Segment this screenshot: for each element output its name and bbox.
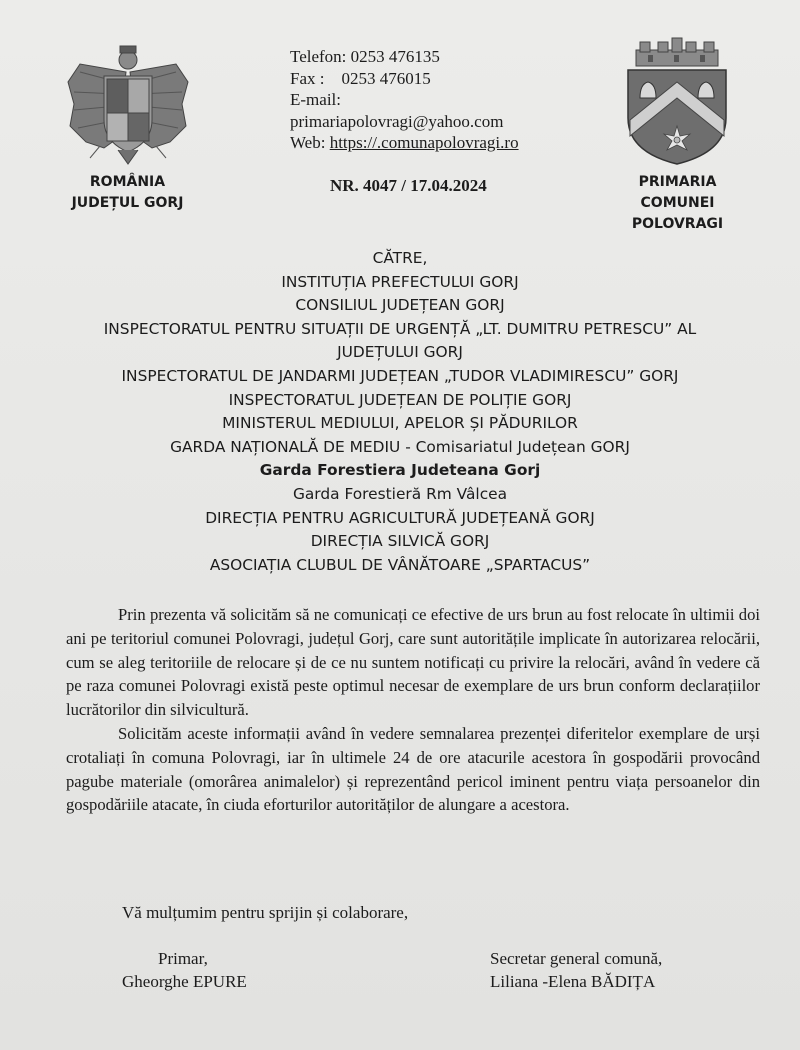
- addressee-list: [40, 247, 760, 577]
- addressee-item: MINISTERUL MEDIULUI, APELOR ȘI PĂDURILOR: [222, 414, 578, 433]
- mayor-title: Primar,: [158, 949, 208, 968]
- web-link[interactable]: https://.comunapolovragi.ro: [329, 133, 519, 152]
- romania-coat-of-arms-icon: [60, 42, 195, 167]
- addressee-item: DIRECȚIA SILVICĂ GORJ: [310, 532, 490, 551]
- addressee-item: INSTITUȚIA PREFECTULUI GORJ: [281, 272, 519, 291]
- addressee-item: GARDA NAȚIONALĂ DE MEDIU - Comisariatul Județean GORJ: [170, 437, 630, 456]
- closing-line: Vă mulțumim pentru sprijin și colaborare,: [122, 903, 409, 922]
- county-label: JUDEȚUL GORJ: [71, 195, 184, 211]
- country-label: ROMÂNIA: [89, 174, 166, 190]
- body-paragraph: Solicităm aceste informații având în vedere semnalarea prezenței diferitelor exemplare de urși crotaliați în comuna Polovragi, iar în ultimele 24 de ore atacurile acestora în gospodării provocând pagube materiale (omorârea animalelor) și reprezentând pericol iminent pentru viața persoanelor din gospodăriile atacate, în ciuda eforturilor autorităților de alungare a acestora.: [66, 723, 760, 815]
- fax-line: Fax : 0253 476015: [290, 68, 431, 88]
- mayor-signature-block: [122, 947, 247, 993]
- contact-block: [290, 46, 519, 154]
- web-label: Web:: [290, 133, 330, 152]
- institution-label-line-1: PRIMARIA: [638, 174, 717, 190]
- secretary-name: Liliana -Elena BĂDIȚA: [490, 972, 656, 991]
- institution-label-line-2: COMUNEI: [640, 195, 715, 211]
- addressee-item: Garda Forestieră Rm Vâlcea: [292, 484, 508, 503]
- body-paragraph: Prin prezenta vă solicităm să ne comunicați ce efective de urs brun au fost relocate în ultimii doi ani pe teritoriul comunei Polovragi, județul Gorj, care sunt autoritățile implicate în autorizarea relocării, cum se aleg teritoriile de relocare și de ce nu suntem notificați cu privire la relocări, având în vedere că pe raza comunei Polovragi există peste optimul necesar de exemplare de urs brun conform declarațiilor lucrătorilor din silvicultură.: [66, 605, 760, 720]
- addressee-item: INSPECTORATUL JUDEȚEAN DE POLIȚIE GORJ: [228, 390, 572, 409]
- registration-number: NR. 4047 / 17.04.2024: [330, 176, 487, 195]
- mayor-name: Gheorghe EPURE: [122, 972, 247, 991]
- secretary-title: Secretar general comună,: [490, 949, 663, 968]
- web-line: [290, 132, 519, 154]
- email-address: primariapolovragi@yahoo.com: [290, 111, 504, 131]
- phone-line: Telefon: 0253 476135: [290, 47, 440, 66]
- addressee-item: CONSILIUL JUDEȚEAN GORJ: [295, 296, 505, 315]
- addressee-item: DIRECȚIA PENTRU AGRICULTURĂ JUDEȚEANĂ GORJ: [205, 508, 595, 527]
- secretary-signature-block: [490, 947, 662, 993]
- addressee-item: JUDEȚULUI GORJ: [337, 343, 463, 362]
- institution-label-line-3: POLOVRAGI: [631, 216, 724, 232]
- addressee-item: INSPECTORATUL DE JANDARMI JUDEȚEAN „TUDOR VLADIMIRESCU” GORJ: [121, 366, 679, 385]
- letter-body: [66, 603, 760, 817]
- addressee-item: ASOCIAȚIA CLUBUL DE VÂNĂTOARE „SPARTACUS”: [209, 555, 591, 574]
- addressee-item: Garda Forestiera Judeteana Gorj: [259, 461, 541, 480]
- email-label: E-mail:: [290, 90, 341, 109]
- addressee-heading: CĂTRE,: [372, 249, 428, 267]
- addressee-item: INSPECTORATUL PENTRU SITUAȚII DE URGENȚĂ „LT. DUMITRU PETRESCU” AL: [103, 319, 697, 338]
- polovragi-coat-of-arms-icon: [618, 36, 736, 166]
